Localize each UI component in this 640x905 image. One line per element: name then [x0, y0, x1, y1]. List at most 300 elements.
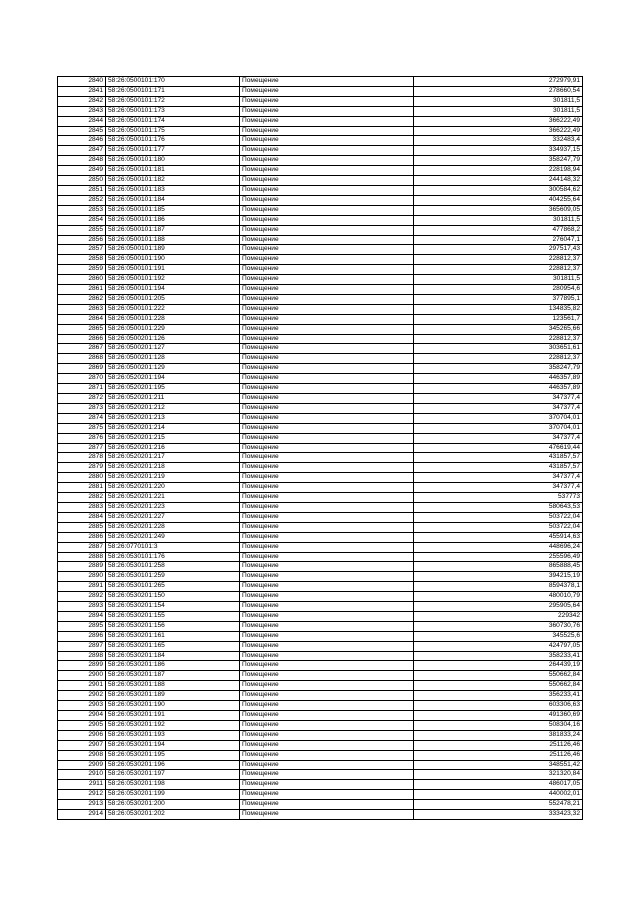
cadastral-value-cell: 446357,89	[414, 374, 583, 384]
cadastral-value-cell: 424797,05	[414, 642, 583, 652]
row-number-cell: 2852	[58, 196, 106, 206]
cadastral-value-cell: 503722,04	[414, 513, 583, 523]
cadastral-value-cell: 264439,19	[414, 661, 583, 671]
cadastral-value-cell: 394215,19	[414, 572, 583, 582]
row-number-cell: 2875	[58, 424, 106, 434]
table-row	[58, 166, 583, 176]
cadastral-value-cell: 358247,79	[414, 156, 583, 166]
row-number-cell: 2896	[58, 632, 106, 642]
cadastral-value-cell: 255596,49	[414, 553, 583, 563]
object-type-cell: Помещение	[240, 414, 414, 424]
object-type-cell: Помещение	[240, 245, 414, 255]
table-row	[58, 305, 583, 315]
cadastral-value-cell: 440002,01	[414, 790, 583, 800]
row-number-cell: 2886	[58, 533, 106, 543]
cadastral-value-cell: 360730,76	[414, 622, 583, 632]
object-type-cell: Помещение	[240, 236, 414, 246]
cadastral-value-cell: 280954,6	[414, 285, 583, 295]
cadastral-value-cell: 301811,5	[414, 107, 583, 117]
table-row	[58, 503, 583, 513]
cadastral-number-cell: 58:26:0530201:184	[106, 652, 240, 662]
row-number-cell: 2840	[58, 77, 106, 87]
object-type-cell: Помещение	[240, 681, 414, 691]
object-type-cell: Помещение	[240, 761, 414, 771]
row-number-cell: 2907	[58, 741, 106, 751]
cadastral-number-cell: 58:26:0500101:182	[106, 176, 240, 186]
row-number-cell: 2864	[58, 315, 106, 325]
object-type-cell: Помещение	[240, 285, 414, 295]
cadastral-value-cell: 228812,37	[414, 255, 583, 265]
row-number-cell: 2906	[58, 731, 106, 741]
object-type-cell: Помещение	[240, 107, 414, 117]
cadastral-number-cell: 58:26:0500101:191	[106, 265, 240, 275]
row-number-cell: 2876	[58, 434, 106, 444]
cadastral-number-cell: 58:26:0530201:155	[106, 612, 240, 622]
object-type-cell: Помещение	[240, 562, 414, 572]
cadastral-value-cell: 356233,41	[414, 691, 583, 701]
object-type-cell: Помещение	[240, 206, 414, 216]
table-row	[58, 780, 583, 790]
cadastral-number-cell: 58:26:0520201:227	[106, 513, 240, 523]
row-number-cell: 2884	[58, 513, 106, 523]
table-row	[58, 107, 583, 117]
table-row	[58, 562, 583, 572]
cadastral-number-cell: 58:26:0500101:189	[106, 245, 240, 255]
cadastral-number-cell: 58:26:0530201:200	[106, 800, 240, 810]
cadastral-value-cell: 552478,21	[414, 800, 583, 810]
object-type-cell: Помещение	[240, 404, 414, 414]
object-type-cell: Помещение	[240, 622, 414, 632]
row-number-cell: 2860	[58, 275, 106, 285]
cadastral-value-cell: 347377,4	[414, 434, 583, 444]
object-type-cell: Помещение	[240, 364, 414, 374]
cadastral-value-cell: 431857,57	[414, 453, 583, 463]
cadastral-number-cell: 58:26:0500101:229	[106, 325, 240, 335]
row-number-cell: 2849	[58, 166, 106, 176]
cadastral-value-cell: 480010,79	[414, 592, 583, 602]
cadastral-number-cell: 58:26:0500101:176	[106, 136, 240, 146]
cadastral-number-cell: 58:26:0500101:172	[106, 97, 240, 107]
table-row	[58, 87, 583, 97]
cadastral-number-cell: 58:26:0520201:218	[106, 463, 240, 473]
cadastral-value-cell: 301811,5	[414, 97, 583, 107]
cadastral-value-cell: 244148,32	[414, 176, 583, 186]
row-number-cell: 2908	[58, 751, 106, 761]
object-type-cell: Помещение	[240, 553, 414, 563]
table-row	[58, 810, 583, 820]
table-row	[58, 671, 583, 681]
object-type-cell: Помещение	[240, 503, 414, 513]
cadastral-number-cell: 58:26:0530201:161	[106, 632, 240, 642]
row-number-cell: 2850	[58, 176, 106, 186]
cadastral-number-cell: 58:26:0500201:129	[106, 364, 240, 374]
cadastral-number-cell: 58:26:0530101:176	[106, 553, 240, 563]
table-row	[58, 741, 583, 751]
table-row	[58, 701, 583, 711]
cadastral-value-cell: 486017,05	[414, 780, 583, 790]
object-type-cell: Помещение	[240, 176, 414, 186]
cadastral-number-cell: 58:26:0530201:197	[106, 770, 240, 780]
cadastral-value-cell: 550662,84	[414, 671, 583, 681]
object-type-cell: Помещение	[240, 473, 414, 483]
object-type-cell: Помещение	[240, 691, 414, 701]
table-row	[58, 117, 583, 127]
cadastral-value-cell: 358247,79	[414, 364, 583, 374]
cadastral-number-cell: 58:26:0500101:173	[106, 107, 240, 117]
cadastral-number-cell: 58:26:0500101:205	[106, 295, 240, 305]
row-number-cell: 2857	[58, 245, 106, 255]
object-type-cell: Помещение	[240, 483, 414, 493]
row-number-cell: 2897	[58, 642, 106, 652]
table-row	[58, 642, 583, 652]
table-row	[58, 463, 583, 473]
table-row	[58, 543, 583, 553]
object-type-cell: Помещение	[240, 166, 414, 176]
row-number-cell: 2898	[58, 652, 106, 662]
cadastral-value-cell: 347377,4	[414, 394, 583, 404]
row-number-cell: 2891	[58, 582, 106, 592]
row-number-cell: 2892	[58, 592, 106, 602]
cadastral-number-cell: 58:26:0500101:228	[106, 315, 240, 325]
table-row	[58, 592, 583, 602]
cadastral-value-cell: 345525,6	[414, 632, 583, 642]
cadastral-number-cell: 58:26:0520201:228	[106, 523, 240, 533]
cadastral-value-cell: 381833,24	[414, 731, 583, 741]
table-row	[58, 681, 583, 691]
object-type-cell: Помещение	[240, 533, 414, 543]
cadastral-number-cell: 58:26:0500101:184	[106, 196, 240, 206]
cadastral-value-cell: 228812,37	[414, 265, 583, 275]
cadastral-value-cell: 347377,4	[414, 404, 583, 414]
object-type-cell: Помещение	[240, 721, 414, 731]
cadastral-number-cell: 58:26:0530201:165	[106, 642, 240, 652]
row-number-cell: 2877	[58, 444, 106, 454]
object-type-cell: Помещение	[240, 592, 414, 602]
row-number-cell: 2866	[58, 335, 106, 345]
object-type-cell: Помещение	[240, 523, 414, 533]
cadastral-value-cell: 503722,04	[414, 523, 583, 533]
row-number-cell: 2881	[58, 483, 106, 493]
row-number-cell: 2844	[58, 117, 106, 127]
cadastral-number-cell: 58:26:0520201:211	[106, 394, 240, 404]
row-number-cell: 2847	[58, 146, 106, 156]
table-row	[58, 800, 583, 810]
cadastral-value-cell: 228198,94	[414, 166, 583, 176]
table-row	[58, 661, 583, 671]
cadastral-value-cell: 348551,42	[414, 761, 583, 771]
table-row	[58, 612, 583, 622]
cadastral-value-cell: 365609,05	[414, 206, 583, 216]
cadastral-number-cell: 58:26:0530201:195	[106, 751, 240, 761]
row-number-cell: 2899	[58, 661, 106, 671]
table-row	[58, 206, 583, 216]
object-type-cell: Помещение	[240, 226, 414, 236]
object-type-cell: Помещение	[240, 434, 414, 444]
table-row	[58, 245, 583, 255]
cadastral-value-cell: 358233,41	[414, 652, 583, 662]
cadastral-number-cell: 58:26:0500101:180	[106, 156, 240, 166]
cadastral-number-cell: 58:26:0500201:127	[106, 344, 240, 354]
cadastral-value-cell: 276047,1	[414, 236, 583, 246]
row-number-cell: 2845	[58, 127, 106, 137]
table-row	[58, 483, 583, 493]
cadastral-value-cell: 580643,53	[414, 503, 583, 513]
cadastral-number-cell: 58:26:0520201:217	[106, 453, 240, 463]
table-row	[58, 533, 583, 543]
object-type-cell: Помещение	[240, 77, 414, 87]
object-type-cell: Помещение	[240, 444, 414, 454]
row-number-cell: 2893	[58, 602, 106, 612]
table-row	[58, 444, 583, 454]
table-row	[58, 364, 583, 374]
table-row	[58, 622, 583, 632]
table-row	[58, 770, 583, 780]
cadastral-number-cell: 58:26:0520201:214	[106, 424, 240, 434]
table-row	[58, 711, 583, 721]
cadastral-value-cell: 477868,2	[414, 226, 583, 236]
table-row	[58, 77, 583, 87]
object-type-cell: Помещение	[240, 196, 414, 206]
row-number-cell: 2872	[58, 394, 106, 404]
table-row	[58, 196, 583, 206]
cadastral-value-cell: 448696,24	[414, 543, 583, 553]
cadastral-value-cell: 431857,57	[414, 463, 583, 473]
row-number-cell: 2901	[58, 681, 106, 691]
object-type-cell: Помещение	[240, 572, 414, 582]
table-row	[58, 374, 583, 384]
table-row	[58, 493, 583, 503]
object-type-cell: Помещение	[240, 394, 414, 404]
object-type-cell: Помещение	[240, 325, 414, 335]
cadastral-value-cell: 603306,63	[414, 701, 583, 711]
table-row	[58, 216, 583, 226]
cadastral-number-cell: 58:26:0500101:222	[106, 305, 240, 315]
cadastral-value-cell: 347377,4	[414, 473, 583, 483]
cadastral-number-cell: 58:26:0500101:190	[106, 255, 240, 265]
cadastral-number-cell: 58:26:0520201:220	[106, 483, 240, 493]
cadastral-number-cell: 58:26:0500101:185	[106, 206, 240, 216]
cadastral-number-cell: 58:26:0530201:154	[106, 602, 240, 612]
row-number-cell: 2856	[58, 236, 106, 246]
cadastral-number-cell: 58:26:0520201:221	[106, 493, 240, 503]
row-number-cell: 2865	[58, 325, 106, 335]
object-type-cell: Помещение	[240, 295, 414, 305]
object-type-cell: Помещение	[240, 87, 414, 97]
table-row	[58, 731, 583, 741]
table-row	[58, 384, 583, 394]
table-row	[58, 751, 583, 761]
row-number-cell: 2848	[58, 156, 106, 166]
cadastral-value-table	[57, 76, 583, 820]
row-number-cell: 2888	[58, 553, 106, 563]
row-number-cell: 2862	[58, 295, 106, 305]
cadastral-number-cell: 58:26:0530201:193	[106, 731, 240, 741]
table-row	[58, 354, 583, 364]
object-type-cell: Помещение	[240, 216, 414, 226]
cadastral-value-cell: 300584,62	[414, 186, 583, 196]
object-type-cell: Помещение	[240, 731, 414, 741]
cadastral-number-cell: 58:26:0500101:183	[106, 186, 240, 196]
table-row	[58, 513, 583, 523]
cadastral-number-cell: 58:26:0530101:259	[106, 572, 240, 582]
object-type-cell: Помещение	[240, 800, 414, 810]
cadastral-value-cell: 366222,49	[414, 127, 583, 137]
cadastral-value-cell: 301811,5	[414, 216, 583, 226]
table-row	[58, 255, 583, 265]
table-row	[58, 146, 583, 156]
cadastral-number-cell: 58:26:0530201:189	[106, 691, 240, 701]
object-type-cell: Помещение	[240, 275, 414, 285]
table-row	[58, 414, 583, 424]
cadastral-number-cell: 58:26:0530201:192	[106, 721, 240, 731]
cadastral-value-cell: 404255,64	[414, 196, 583, 206]
cadastral-number-cell: 58:26:0500101:174	[106, 117, 240, 127]
row-number-cell: 2911	[58, 780, 106, 790]
row-number-cell: 2910	[58, 770, 106, 780]
table-row	[58, 97, 583, 107]
cadastral-value-cell: 550662,84	[414, 681, 583, 691]
row-number-cell: 2842	[58, 97, 106, 107]
row-number-cell: 2895	[58, 622, 106, 632]
table-row	[58, 344, 583, 354]
object-type-cell: Помещение	[240, 701, 414, 711]
table-row	[58, 275, 583, 285]
cadastral-value-cell: 303651,61	[414, 344, 583, 354]
cadastral-value-cell: 8594378,1	[414, 582, 583, 592]
row-number-cell: 2867	[58, 344, 106, 354]
cadastral-value-cell: 278660,54	[414, 87, 583, 97]
cadastral-value-cell: 228812,37	[414, 354, 583, 364]
cadastral-value-cell: 491360,69	[414, 711, 583, 721]
cadastral-value-cell: 297517,43	[414, 245, 583, 255]
row-number-cell: 2874	[58, 414, 106, 424]
table-row	[58, 127, 583, 137]
table-row	[58, 553, 583, 563]
row-number-cell: 2846	[58, 136, 106, 146]
row-number-cell: 2870	[58, 374, 106, 384]
object-type-cell: Помещение	[240, 335, 414, 345]
cadastral-value-cell: 333423,32	[414, 810, 583, 820]
table-row	[58, 315, 583, 325]
row-number-cell: 2841	[58, 87, 106, 97]
table-row	[58, 434, 583, 444]
cadastral-number-cell: 58:26:0520201:194	[106, 374, 240, 384]
object-type-cell: Помещение	[240, 543, 414, 553]
table-row	[58, 265, 583, 275]
cadastral-value-cell: 370704,01	[414, 414, 583, 424]
object-type-cell: Помещение	[240, 136, 414, 146]
cadastral-value-cell: 347377,4	[414, 483, 583, 493]
row-number-cell: 2905	[58, 721, 106, 731]
object-type-cell: Помещение	[240, 711, 414, 721]
row-number-cell: 2879	[58, 463, 106, 473]
cadastral-number-cell: 58:26:0530201:198	[106, 780, 240, 790]
object-type-cell: Помещение	[240, 652, 414, 662]
table-row	[58, 572, 583, 582]
cadastral-number-cell: 58:26:0770101:3	[106, 543, 240, 553]
table-row	[58, 236, 583, 246]
cadastral-number-cell: 58:26:0500101:175	[106, 127, 240, 137]
row-number-cell: 2869	[58, 364, 106, 374]
table-row	[58, 602, 583, 612]
cadastral-number-cell: 58:26:0530201:196	[106, 761, 240, 771]
object-type-cell: Помещение	[240, 741, 414, 751]
object-type-cell: Помещение	[240, 384, 414, 394]
cadastral-value-cell: 321320,84	[414, 770, 583, 780]
object-type-cell: Помещение	[240, 265, 414, 275]
object-type-cell: Помещение	[240, 493, 414, 503]
object-type-cell: Помещение	[240, 453, 414, 463]
object-type-cell: Помещение	[240, 424, 414, 434]
table-row	[58, 176, 583, 186]
row-number-cell: 2912	[58, 790, 106, 800]
table-row	[58, 394, 583, 404]
row-number-cell: 2855	[58, 226, 106, 236]
row-number-cell: 2851	[58, 186, 106, 196]
row-number-cell: 2863	[58, 305, 106, 315]
object-type-cell: Помещение	[240, 661, 414, 671]
cadastral-number-cell: 58:26:0530201:188	[106, 681, 240, 691]
cadastral-value-cell: 229342	[414, 612, 583, 622]
table-row	[58, 582, 583, 592]
cadastral-number-cell: 58:26:0520201:215	[106, 434, 240, 444]
cadastral-value-cell: 377895,1	[414, 295, 583, 305]
cadastral-number-cell: 58:26:0530101:258	[106, 562, 240, 572]
object-type-cell: Помещение	[240, 117, 414, 127]
cadastral-number-cell: 58:26:0530201:199	[106, 790, 240, 800]
table-row	[58, 186, 583, 196]
row-number-cell: 2843	[58, 107, 106, 117]
cadastral-value-cell: 295905,64	[414, 602, 583, 612]
row-number-cell: 2882	[58, 493, 106, 503]
table-row	[58, 453, 583, 463]
object-type-cell: Помещение	[240, 354, 414, 364]
cadastral-value-cell: 251126,46	[414, 751, 583, 761]
table-row	[58, 761, 583, 771]
cadastral-number-cell: 58:26:0520201:249	[106, 533, 240, 543]
cadastral-number-cell: 58:26:0500101:177	[106, 146, 240, 156]
row-number-cell: 2858	[58, 255, 106, 265]
table-row	[58, 632, 583, 642]
cadastral-value-cell: 345265,66	[414, 325, 583, 335]
object-type-cell: Помещение	[240, 632, 414, 642]
table-row	[58, 226, 583, 236]
object-type-cell: Помещение	[240, 642, 414, 652]
object-type-cell: Помещение	[240, 790, 414, 800]
cadastral-number-cell: 58:26:0530201:191	[106, 711, 240, 721]
row-number-cell: 2861	[58, 285, 106, 295]
table-row	[58, 156, 583, 166]
cadastral-value-cell: 455914,63	[414, 533, 583, 543]
cadastral-value-cell: 366222,49	[414, 117, 583, 127]
object-type-cell: Помещение	[240, 513, 414, 523]
row-number-cell: 2894	[58, 612, 106, 622]
table-row	[58, 404, 583, 414]
table-row	[58, 136, 583, 146]
cadastral-number-cell: 58:26:0530201:150	[106, 592, 240, 602]
cadastral-number-cell: 58:26:0500101:181	[106, 166, 240, 176]
object-type-cell: Помещение	[240, 612, 414, 622]
cadastral-value-cell: 370704,01	[414, 424, 583, 434]
table-row	[58, 295, 583, 305]
cadastral-number-cell: 58:26:0520201:219	[106, 473, 240, 483]
row-number-cell: 2900	[58, 671, 106, 681]
cadastral-number-cell: 58:26:0500201:128	[106, 354, 240, 364]
cadastral-value-cell: 251126,46	[414, 741, 583, 751]
cadastral-value-cell: 228812,37	[414, 335, 583, 345]
table-row	[58, 523, 583, 533]
object-type-cell: Помещение	[240, 582, 414, 592]
